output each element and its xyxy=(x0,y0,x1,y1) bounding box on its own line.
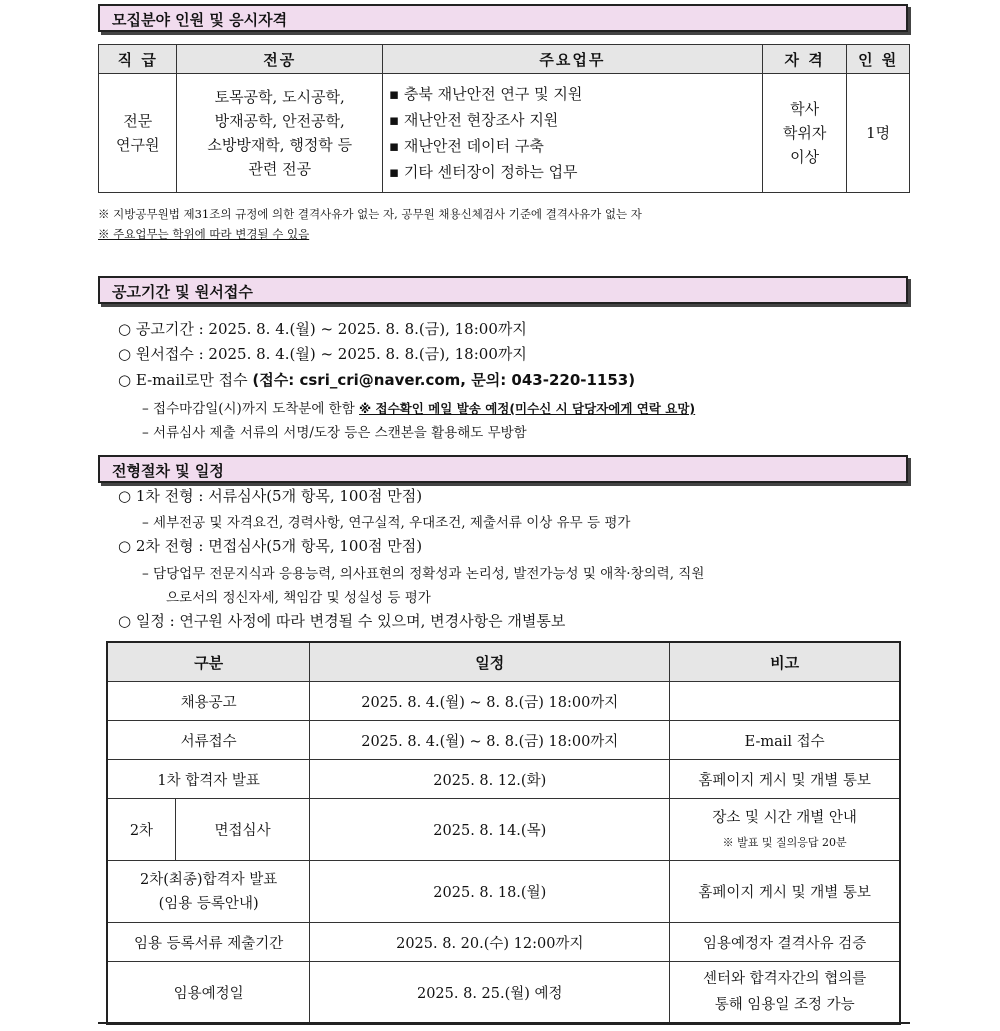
row-note xyxy=(670,682,900,721)
row-label: 임용 등록서류 제출기간 xyxy=(107,923,310,962)
section-title-application: 공고기간 및 원서접수 xyxy=(98,276,908,304)
contact-info: (접수: csri_cri@naver.com, 문의: 043-220-1153) xyxy=(252,371,636,389)
duties-note: ※ 주요업무는 학위에 따라 변경될 수 있음 xyxy=(98,227,310,241)
major-line: 방재공학, 안전공학, xyxy=(214,112,345,130)
second-stage: ○ 2차 전형 : 면접심사(5개 항목, 100점 만점) xyxy=(118,537,423,555)
header-duties: 주요업무 xyxy=(382,45,762,74)
header-category: 구분 xyxy=(107,642,310,682)
application-period: ○ 원서접수 : 2025. 8. 4.(월) ~ 2025. 8. 8.(금), 18:00까지 xyxy=(118,345,527,363)
first-stage: ○ 1차 전형 : 서류심사(5개 항목, 100점 만점) xyxy=(118,487,423,505)
qualification-line: 학위자 xyxy=(782,124,827,142)
row-label: 채용공고 xyxy=(107,682,310,721)
rank-cell xyxy=(99,74,177,193)
row-note: 임용예정자 결격사유 검증 xyxy=(670,923,900,962)
major-cell xyxy=(177,74,382,193)
email-prefix: ○ E-mail로만 접수 xyxy=(118,371,253,389)
row-label-stage: 2차 xyxy=(107,799,175,861)
table-row xyxy=(107,760,900,799)
row-label-interview: 면접심사 xyxy=(175,799,309,861)
email-application xyxy=(118,369,635,390)
table-row xyxy=(107,861,900,923)
row-note-small: ※ 발표 및 질의응답 20분 xyxy=(722,835,847,849)
row-label-line: 2차(최종)합격자 발표 xyxy=(140,871,278,888)
row-label xyxy=(107,861,310,923)
row-date: 2025. 8. 20.(수) 12:00까지 xyxy=(310,923,670,962)
row-note-line: 통해 임용일 조정 가능 xyxy=(714,997,855,1014)
header-remarks: 비고 xyxy=(670,642,900,682)
qualification-line: 이상 xyxy=(790,148,820,166)
duty-item: ▪ 기타 센터장이 정하는 업무 xyxy=(388,163,578,181)
qualification-line: 학사 xyxy=(790,100,820,118)
second-stage-detail-a: – 담당업무 전문지식과 응용능력, 의사표현의 정확성과 논리성, 발전가능성 및 애착·창의력, 직원 xyxy=(142,566,705,582)
header-major: 전공 xyxy=(177,45,382,74)
row-label: 1차 합격자 발표 xyxy=(107,760,310,799)
row-note xyxy=(670,799,900,861)
row-date: 2025. 8. 4.(월) ~ 8. 8.(금) 18:00까지 xyxy=(310,682,670,721)
row-date: 2025. 8. 18.(월) xyxy=(310,861,670,923)
second-stage-detail-b: 으로서의 정신자세, 책임감 및 성실성 등 평가 xyxy=(166,590,431,606)
major-line: 소방방재학, 행정학 등 xyxy=(207,136,353,154)
row-date: 2025. 8. 14.(목) xyxy=(310,799,670,861)
section-title-recruitment: 모집분야 인원 및 응시자격 xyxy=(98,4,908,32)
count-cell: 1명 xyxy=(847,74,910,193)
schedule-note: ○ 일정 : 연구원 사정에 따라 변경될 수 있으며, 변경사항은 개별통보 xyxy=(118,612,566,630)
row-label: 서류접수 xyxy=(107,721,310,760)
table-row xyxy=(107,721,900,760)
header-date: 일정 xyxy=(310,642,670,682)
deadline-prefix: – 접수마감일(시)까지 도착분에 한함 xyxy=(142,401,360,417)
table-row xyxy=(107,962,900,1024)
row-date: 2025. 8. 4.(월) ~ 8. 8.(금) 18:00까지 xyxy=(310,721,670,760)
header-count: 인 원 xyxy=(847,45,910,74)
recruitment-table xyxy=(98,44,910,193)
bottom-divider xyxy=(98,1022,910,1024)
qualification-cell xyxy=(762,74,846,193)
posting-period: ○ 공고기간 : 2025. 8. 4.(월) ~ 2025. 8. 8.(금), 18:00까지 xyxy=(118,320,527,338)
row-note: 홈페이지 게시 및 개별 통보 xyxy=(670,861,900,923)
table-row xyxy=(107,799,900,861)
major-line: 토목공학, 도시공학, xyxy=(214,88,345,106)
row-note: E-mail 접수 xyxy=(670,721,900,760)
row-note: 홈페이지 게시 및 개별 통보 xyxy=(670,760,900,799)
section-title-procedure: 전형절차 및 일정 xyxy=(98,455,908,483)
duty-item: ▪ 충북 재난안전 연구 및 지원 xyxy=(388,85,583,103)
row-note-line: 센터와 합격자간의 협의를 xyxy=(702,971,867,988)
header-rank: 직 급 xyxy=(99,45,177,74)
row-date: 2025. 8. 25.(월) 예정 xyxy=(310,962,670,1024)
scan-note: – 서류심사 제출 서류의 서명/도장 등은 스캔본을 활용해도 무방함 xyxy=(142,425,527,441)
duty-item: ▪ 재난안전 데이터 구축 xyxy=(388,137,544,155)
first-stage-detail: – 세부전공 및 자격요건, 경력사항, 연구실적, 우대조건, 제출서류 이상 유무 등 평가 xyxy=(142,515,631,531)
schedule-table xyxy=(106,641,901,1025)
confirm-mail-note: ※ 접수확인 메일 발송 예정(미수신 시 담당자에게 연락 요망) xyxy=(359,401,696,416)
rank-line: 연구원 xyxy=(116,136,160,154)
duty-item: ▪ 재난안전 현장조사 지원 xyxy=(388,111,559,129)
rank-line: 전문 xyxy=(123,112,153,130)
table-row xyxy=(107,682,900,721)
row-note-main: 장소 및 시간 개별 안내 xyxy=(712,809,857,826)
row-label: 임용예정일 xyxy=(107,962,310,1024)
row-date: 2025. 8. 12.(화) xyxy=(310,760,670,799)
major-line: 관련 전공 xyxy=(248,160,312,178)
duties-cell xyxy=(382,74,762,193)
table-row xyxy=(107,923,900,962)
row-label-line: (임용 등록안내) xyxy=(158,895,259,912)
header-qualification: 자 격 xyxy=(762,45,846,74)
deadline-note xyxy=(142,397,695,417)
eligibility-note: ※ 지방공무원법 제31조의 규정에 의한 결격사유가 없는 자, 공무원 채용신체검사 기준에 결격사유가 없는 자 xyxy=(98,207,642,221)
row-note xyxy=(670,962,900,1024)
